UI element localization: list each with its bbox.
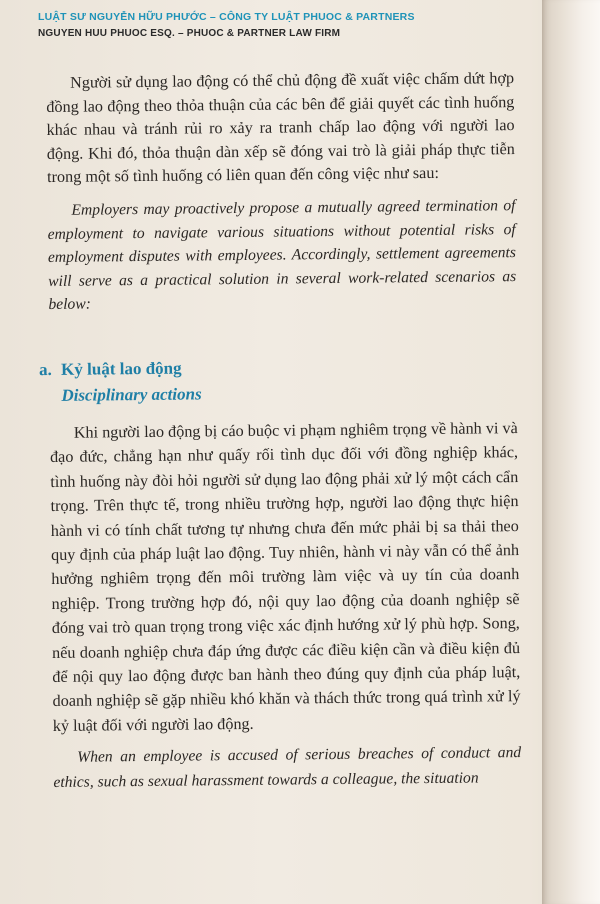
header-line-vietnamese: LUẬT SƯ NGUYỄN HỮU PHƯỚC – CÔNG TY LUẬT PHUOC & PARTNERS	[38, 11, 415, 23]
running-header	[38, 10, 538, 41]
section-heading	[39, 352, 518, 409]
page-edge-shadow	[542, 0, 600, 904]
intro-paragraph-vietnamese: Người sử dụng lao động có thể chủ động đề xuất việc chấm dứt hợp đồng lao động theo thỏa thuận của các bên để giải quyết các tình huống khác nhau và tránh rủi ro xảy ra tranh chấp lao động với người lao động. Khi đó, thỏa thuận dàn xếp sẽ đóng vai trò là giải pháp thực tiễn trong một số tình huống có liên quan đến công việc như sau:	[46, 69, 515, 187]
section-title-english: Disciplinary actions	[61, 384, 202, 405]
section-paragraph-english: When an employee is accused of serious breaches of conduct and ethics, such as sexual harassment towards a colleague, the situation	[53, 744, 522, 791]
section-title-vn-text: Kỷ luật lao động	[61, 358, 182, 379]
section-paragraph-vietnamese: Khi người lao động bị cáo buộc vi phạm nghiêm trọng về hành vi và đạo đức, chẳng hạn như quấy rối tình dục đối với đồng nghiệp khác, tình huống này đòi hỏi người sử dụng lao động phải xử lý một cách cẩn trọng. Trên thực tế, trong nhiều trường hợp, người lao động thực hiện hành vi có tính chất tương tự nhưng chưa đến mức phải bị sa thải theo quy định của pháp luật lao động. Tuy nhiên, hành vi này vẫn có thể ảnh hưởng nghiêm trọng đến môi trường làm việc và uy tín của doanh nghiệp. Trong trường hợp đó, nội quy lao động của doanh nghiệp sẽ đóng vai trò quan trọng trong việc xác định hướng xử lý phù hợp. Song, nếu doanh nghiệp chưa đáp ứng được các điều kiện cần và điều kiện đủ để nội quy lao động được ban hành theo đúng quy định của pháp luật, doanh nghiệp sẽ gặp nhiều khó khăn và thách thức trong quá trình xử lý kỷ luật đối với người lao động.	[49, 419, 521, 735]
section-letter: a.	[39, 359, 52, 380]
header-line-english: NGUYEN HUU PHUOC ESQ. – PHUOC & PARTNER LAW FIRM	[38, 28, 341, 39]
intro-paragraph-english: Employers may proactively propose a mutually agreed termination of employment to navigate various situations without potential risks of employment disputes with employees. Accordingly, settlement agreements will serve as a practical solution in several work-related scenarios as below:	[47, 197, 517, 314]
page-body	[39, 67, 522, 795]
